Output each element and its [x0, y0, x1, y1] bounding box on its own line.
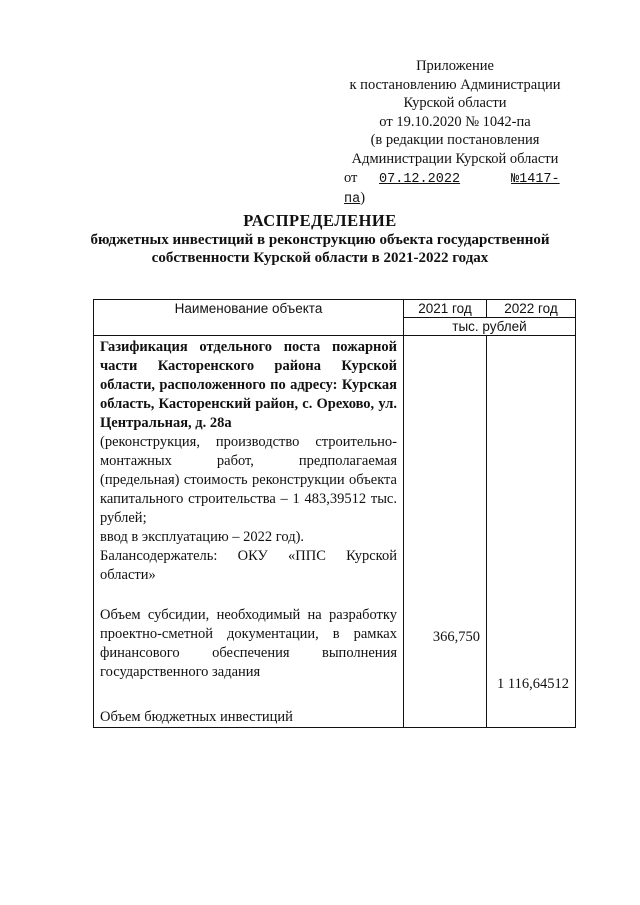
document-title — [0, 212, 640, 268]
appendix-line-6: Администрации Курской области — [351, 150, 559, 167]
header-year-2021: 2021 год — [404, 300, 487, 318]
date-prefix: от — [344, 169, 358, 186]
appendix-line-4: от 19.10.2020 № 1042-па — [379, 113, 531, 130]
commissioning-text: ввод в эксплуатацию – 2022 год). — [100, 529, 305, 545]
appendix-line-3: Курской области — [403, 95, 507, 112]
header-year-2022: 2022 год — [487, 300, 576, 318]
appendix-header — [330, 57, 580, 210]
appendix-line-2: к постановлению Администрации — [349, 76, 561, 93]
title-subtitle-line-2: собственности Курской области в 2021-2022 годах — [151, 250, 489, 266]
investment-2022-value: 1 116,64512 — [497, 676, 569, 692]
object-details: (реконструкция, производство строительно-монтажных работ, предполагаемая (предельная) стоимость реконструкции объекта капитального строительства – 1 483,39512 тыс. рублей; — [100, 434, 397, 526]
subsidy-2021-value: 366,750 — [432, 629, 480, 645]
investment-table — [93, 299, 576, 728]
object-description — [94, 336, 404, 728]
subsidy-label: Объем субсидии, необходимый на разработку проектно-сметной документации, в рамках финансового обеспечения выполнения государственного задания — [100, 607, 397, 680]
unit-label: тыс. рублей — [404, 318, 576, 336]
appendix-line-1: Приложение — [416, 58, 494, 74]
value-2021-cell — [404, 336, 487, 728]
closing-paren: ) — [360, 190, 366, 207]
title-heading: РАСПРЕДЕЛЕНИЕ — [243, 211, 397, 230]
title-subtitle-line-1: бюджетных инвестиций в реконструкцию объекта государственной — [90, 231, 550, 248]
value-2022-cell — [487, 336, 576, 728]
investment-label: Объем бюджетных инвестиций — [100, 709, 293, 725]
amendment-date-line — [344, 169, 580, 210]
appendix-line-5: (в редакции постановления — [370, 132, 540, 149]
balance-holder: Балансодержатель: ОКУ «ППС Курской области» — [100, 548, 397, 583]
header-object-name: Наименование объекта — [94, 300, 404, 336]
amendment-number: №1417-па — [344, 171, 560, 208]
amendment-date: 07.12.2022 — [379, 171, 461, 187]
table-row — [94, 336, 576, 728]
object-title: Газификация отдельного поста пожарной части Касторенского района Курской области, расположенного по адресу: Курская область, Касторенский район, с. Орехово, ул. Центральная, д. 28а — [100, 339, 397, 431]
